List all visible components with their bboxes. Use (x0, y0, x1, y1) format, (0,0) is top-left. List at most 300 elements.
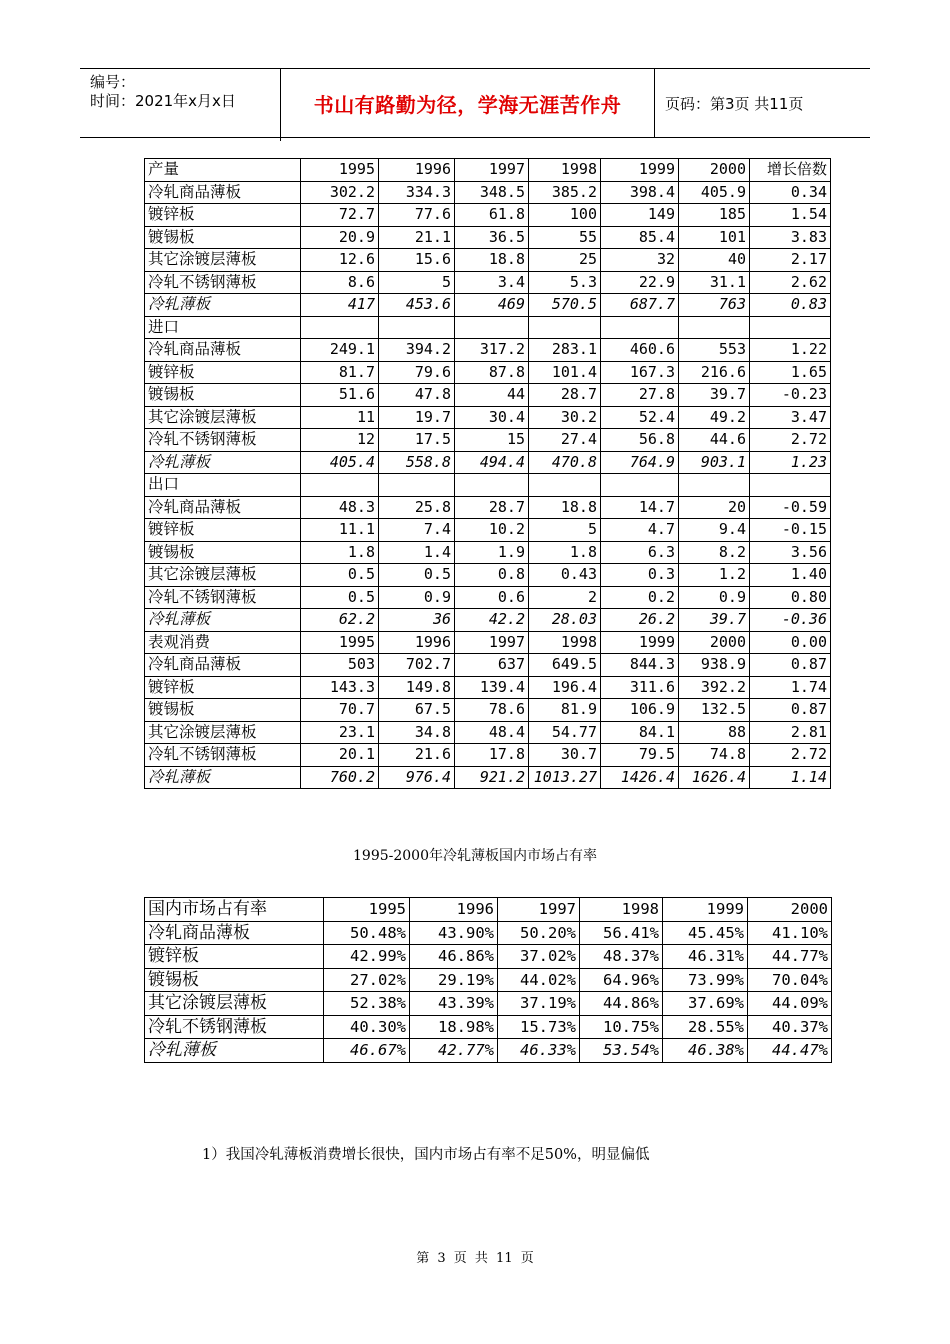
value-cell: 2.17 (750, 249, 831, 272)
value-cell: 132.5 (679, 699, 750, 722)
value-cell: 1999 (601, 159, 679, 182)
value-cell: 2000 (748, 898, 832, 922)
table-row (145, 519, 831, 542)
document-number-label: 编号： (90, 73, 136, 91)
value-cell: 2.81 (750, 721, 831, 744)
value-cell: 2.72 (750, 744, 831, 767)
body-paragraph: 1）我国冷轧薄板消费增长很快，国内市场占有率不足50%，明显偏低 (202, 1147, 650, 1163)
table-row (145, 541, 831, 564)
value-cell: 11.1 (301, 519, 379, 542)
table-row (145, 631, 831, 654)
value-cell: 1997 (455, 159, 529, 182)
value-cell: 0.83 (750, 294, 831, 317)
table-row (145, 1015, 832, 1039)
value-cell: 55 (529, 226, 601, 249)
value-cell (601, 474, 679, 497)
value-cell: 398.4 (601, 181, 679, 204)
value-cell (679, 474, 750, 497)
table-row (145, 294, 831, 317)
value-cell: 494.4 (455, 451, 529, 474)
table-row (145, 339, 831, 362)
value-cell: 28.7 (455, 496, 529, 519)
value-cell: 0.2 (601, 586, 679, 609)
value-cell: 37.02% (498, 945, 580, 969)
value-cell: 1.4 (379, 541, 455, 564)
value-cell: 46.86% (410, 945, 498, 969)
value-cell: 52.4 (601, 406, 679, 429)
value-cell: 15.73% (498, 1015, 580, 1039)
row-label-cell: 镀锌板 (145, 676, 301, 699)
value-cell: 702.7 (379, 654, 455, 677)
table-row (145, 699, 831, 722)
value-cell: 1.74 (750, 676, 831, 699)
value-cell: 46.67% (324, 1039, 410, 1063)
value-cell: -0.59 (750, 496, 831, 519)
value-cell: 394.2 (379, 339, 455, 362)
value-cell: 67.5 (379, 699, 455, 722)
value-cell: 1998 (580, 898, 663, 922)
value-cell: 2000 (679, 631, 750, 654)
value-cell: 28.55% (663, 1015, 748, 1039)
value-cell: 42.2 (455, 609, 529, 632)
value-cell: 570.5 (529, 294, 601, 317)
value-cell: 30.2 (529, 406, 601, 429)
value-cell: 28.7 (529, 384, 601, 407)
value-cell: 2000 (679, 159, 750, 182)
value-cell: 44.47% (748, 1039, 832, 1063)
value-cell: 56.41% (580, 921, 663, 945)
row-label-cell: 镀锡板 (145, 968, 324, 992)
value-cell: 0.3 (601, 564, 679, 587)
table-row (145, 226, 831, 249)
value-cell: 1996 (410, 898, 498, 922)
value-cell: 149 (601, 204, 679, 227)
value-cell: 938.9 (679, 654, 750, 677)
value-cell: 61.8 (455, 204, 529, 227)
row-label-cell: 冷轧商品薄板 (145, 654, 301, 677)
value-cell: 70.7 (301, 699, 379, 722)
value-cell: 1.65 (750, 361, 831, 384)
value-cell: 2 (529, 586, 601, 609)
value-cell: 34.8 (379, 721, 455, 744)
value-cell: 12 (301, 429, 379, 452)
value-cell: 19.7 (379, 406, 455, 429)
value-cell: 20 (679, 496, 750, 519)
value-cell: 84.1 (601, 721, 679, 744)
table-row (145, 249, 831, 272)
row-label-cell: 冷轧薄板 (145, 609, 301, 632)
value-cell: 405.9 (679, 181, 750, 204)
row-label-cell: 其它涂镀层薄板 (145, 406, 301, 429)
row-label-cell: 国内市场占有率 (145, 898, 324, 922)
value-cell: 29.19% (410, 968, 498, 992)
value-cell: 44 (455, 384, 529, 407)
row-label-cell: 镀锡板 (145, 384, 301, 407)
value-cell: 405.4 (301, 451, 379, 474)
value-cell: 79.6 (379, 361, 455, 384)
value-cell: 687.7 (601, 294, 679, 317)
value-cell: 149.8 (379, 676, 455, 699)
value-cell: 46.38% (663, 1039, 748, 1063)
value-cell (301, 316, 379, 339)
value-cell: 0.5 (301, 564, 379, 587)
market-share-table (144, 897, 832, 1063)
value-cell: 1995 (301, 631, 379, 654)
table-row (145, 496, 831, 519)
value-cell (301, 474, 379, 497)
value-cell: 15 (455, 429, 529, 452)
value-cell: 453.6 (379, 294, 455, 317)
row-label-cell: 镀锌板 (145, 519, 301, 542)
value-cell: 21.6 (379, 744, 455, 767)
value-cell: 1995 (301, 159, 379, 182)
table-row (145, 676, 831, 699)
value-cell: 1.40 (750, 564, 831, 587)
value-cell: 553 (679, 339, 750, 362)
row-label-cell: 冷轧商品薄板 (145, 181, 301, 204)
table-row (145, 406, 831, 429)
value-cell: 53.54% (580, 1039, 663, 1063)
value-cell: 1999 (601, 631, 679, 654)
document-date: 时间：2021年x月x日 (90, 92, 236, 110)
value-cell: -0.36 (750, 609, 831, 632)
value-cell: 25.8 (379, 496, 455, 519)
value-cell: 15.6 (379, 249, 455, 272)
value-cell: 106.9 (601, 699, 679, 722)
value-cell: 1997 (455, 631, 529, 654)
value-cell: 9.4 (679, 519, 750, 542)
value-cell: 2.62 (750, 271, 831, 294)
value-cell: 1.14 (750, 766, 831, 789)
value-cell: 1.22 (750, 339, 831, 362)
value-cell: 81.9 (529, 699, 601, 722)
table-row (145, 384, 831, 407)
value-cell: 216.6 (679, 361, 750, 384)
value-cell: 44.86% (580, 992, 663, 1016)
value-cell: 21.1 (379, 226, 455, 249)
row-label-cell: 冷轧不锈钢薄板 (145, 744, 301, 767)
value-cell: 649.5 (529, 654, 601, 677)
value-cell: 417 (301, 294, 379, 317)
value-cell: 1995 (324, 898, 410, 922)
table-row (145, 159, 831, 182)
value-cell: 50.48% (324, 921, 410, 945)
row-label-cell: 镀锌板 (145, 945, 324, 969)
row-label-cell: 表观消费 (145, 631, 301, 654)
value-cell: 101.4 (529, 361, 601, 384)
value-cell: 27.4 (529, 429, 601, 452)
value-cell: 1626.4 (679, 766, 750, 789)
value-cell: 12.6 (301, 249, 379, 272)
value-cell: 0.6 (455, 586, 529, 609)
row-label-cell: 冷轧薄板 (145, 766, 301, 789)
value-cell: 760.2 (301, 766, 379, 789)
table-row (145, 654, 831, 677)
row-label-cell: 冷轧薄板 (145, 294, 301, 317)
value-cell: 79.5 (601, 744, 679, 767)
value-cell: 143.3 (301, 676, 379, 699)
value-cell: 81.7 (301, 361, 379, 384)
value-cell: 460.6 (601, 339, 679, 362)
value-cell: 45.45% (663, 921, 748, 945)
value-cell: 1.54 (750, 204, 831, 227)
value-cell: 558.8 (379, 451, 455, 474)
value-cell: 392.2 (679, 676, 750, 699)
value-cell: 101 (679, 226, 750, 249)
value-cell: 0.00 (750, 631, 831, 654)
value-cell: 37.69% (663, 992, 748, 1016)
value-cell: 48.3 (301, 496, 379, 519)
value-cell: -0.23 (750, 384, 831, 407)
value-cell: 27.8 (601, 384, 679, 407)
table-row (145, 968, 832, 992)
value-cell: 167.3 (601, 361, 679, 384)
value-cell: 1.8 (301, 541, 379, 564)
value-cell: 1.8 (529, 541, 601, 564)
table-row (145, 316, 831, 339)
value-cell: 1.9 (455, 541, 529, 564)
value-cell: 3.83 (750, 226, 831, 249)
value-cell: 1999 (663, 898, 748, 922)
value-cell: 348.5 (455, 181, 529, 204)
value-cell: 385.2 (529, 181, 601, 204)
value-cell: 503 (301, 654, 379, 677)
value-cell: 30.4 (455, 406, 529, 429)
value-cell: 74.8 (679, 744, 750, 767)
value-cell: 10.75% (580, 1015, 663, 1039)
value-cell: 46.31% (663, 945, 748, 969)
value-cell: 10.2 (455, 519, 529, 542)
value-cell: 32 (601, 249, 679, 272)
value-cell: 41.10% (748, 921, 832, 945)
value-cell: 87.8 (455, 361, 529, 384)
value-cell: 44.77% (748, 945, 832, 969)
value-cell: 196.4 (529, 676, 601, 699)
row-label-cell: 冷轧商品薄板 (145, 496, 301, 519)
value-cell: 42.77% (410, 1039, 498, 1063)
value-cell: 23.1 (301, 721, 379, 744)
value-cell: 311.6 (601, 676, 679, 699)
value-cell (750, 316, 831, 339)
value-cell: 0.5 (379, 564, 455, 587)
value-cell: 46.33% (498, 1039, 580, 1063)
value-cell: 48.37% (580, 945, 663, 969)
value-cell: 40 (679, 249, 750, 272)
table-row (145, 945, 832, 969)
row-label-cell: 冷轧不锈钢薄板 (145, 271, 301, 294)
table-row (145, 451, 831, 474)
value-cell: 36.5 (455, 226, 529, 249)
row-label-cell: 镀锡板 (145, 226, 301, 249)
value-cell: 0.5 (301, 586, 379, 609)
value-cell: 20.1 (301, 744, 379, 767)
value-cell (379, 316, 455, 339)
value-cell: 20.9 (301, 226, 379, 249)
value-cell: 18.8 (455, 249, 529, 272)
row-label-cell: 冷轧不锈钢薄板 (145, 586, 301, 609)
value-cell: 42.99% (324, 945, 410, 969)
value-cell: 3.56 (750, 541, 831, 564)
header-page-info: 页码：第3页 共11页 (665, 94, 804, 113)
value-cell: 11 (301, 406, 379, 429)
value-cell: 增长倍数 (750, 159, 831, 182)
value-cell: 0.9 (379, 586, 455, 609)
value-cell (601, 316, 679, 339)
value-cell: 844.3 (601, 654, 679, 677)
table-row (145, 586, 831, 609)
value-cell: 77.6 (379, 204, 455, 227)
value-cell: 921.2 (455, 766, 529, 789)
value-cell: 0.34 (750, 181, 831, 204)
value-cell (455, 316, 529, 339)
value-cell: 43.90% (410, 921, 498, 945)
value-cell: 18.8 (529, 496, 601, 519)
value-cell: 1426.4 (601, 766, 679, 789)
value-cell (455, 474, 529, 497)
value-cell: 54.77 (529, 721, 601, 744)
value-cell: 1.23 (750, 451, 831, 474)
value-cell: 8.6 (301, 271, 379, 294)
row-label-cell: 镀锌板 (145, 361, 301, 384)
value-cell: 18.98% (410, 1015, 498, 1039)
value-cell: 6.3 (601, 541, 679, 564)
value-cell: 0.87 (750, 654, 831, 677)
value-cell: 62.2 (301, 609, 379, 632)
table-row (145, 1039, 832, 1063)
table-row (145, 992, 832, 1016)
value-cell: -0.15 (750, 519, 831, 542)
table-row (145, 921, 832, 945)
value-cell: 139.4 (455, 676, 529, 699)
row-label-cell: 镀锡板 (145, 699, 301, 722)
value-cell: 37.19% (498, 992, 580, 1016)
steel-production-table (144, 158, 831, 789)
value-cell: 637 (455, 654, 529, 677)
value-cell: 78.6 (455, 699, 529, 722)
value-cell: 52.38% (324, 992, 410, 1016)
header-meta (80, 69, 281, 141)
table-row (145, 564, 831, 587)
value-cell: 44.6 (679, 429, 750, 452)
value-cell: 3.47 (750, 406, 831, 429)
value-cell: 25 (529, 249, 601, 272)
table-row (145, 474, 831, 497)
value-cell: 40.37% (748, 1015, 832, 1039)
row-label-cell: 冷轧薄板 (145, 1039, 324, 1063)
table-row (145, 609, 831, 632)
value-cell: 334.3 (379, 181, 455, 204)
value-cell: 185 (679, 204, 750, 227)
value-cell: 85.4 (601, 226, 679, 249)
value-cell: 49.2 (679, 406, 750, 429)
value-cell: 48.4 (455, 721, 529, 744)
value-cell: 0.8 (455, 564, 529, 587)
value-cell: 0.9 (679, 586, 750, 609)
value-cell: 44.09% (748, 992, 832, 1016)
value-cell (379, 474, 455, 497)
value-cell: 39.7 (679, 609, 750, 632)
value-cell (750, 474, 831, 497)
value-cell: 43.39% (410, 992, 498, 1016)
value-cell: 5 (379, 271, 455, 294)
value-cell: 73.99% (663, 968, 748, 992)
row-label-cell: 出口 (145, 474, 301, 497)
value-cell: 0.87 (750, 699, 831, 722)
value-cell: 903.1 (679, 451, 750, 474)
value-cell: 17.5 (379, 429, 455, 452)
value-cell: 0.80 (750, 586, 831, 609)
value-cell: 1013.27 (529, 766, 601, 789)
table-row (145, 744, 831, 767)
value-cell: 26.2 (601, 609, 679, 632)
table-caption: 1995-2000年冷轧薄板国内市场占有率 (353, 848, 597, 864)
value-cell: 1996 (379, 631, 455, 654)
page-header (80, 68, 870, 138)
table-row (145, 898, 832, 922)
value-cell: 302.2 (301, 181, 379, 204)
value-cell: 1996 (379, 159, 455, 182)
table-row (145, 181, 831, 204)
value-cell (529, 316, 601, 339)
value-cell: 764.9 (601, 451, 679, 474)
table-row (145, 766, 831, 789)
value-cell: 22.9 (601, 271, 679, 294)
value-cell: 30.7 (529, 744, 601, 767)
row-label-cell: 冷轧不锈钢薄板 (145, 429, 301, 452)
value-cell: 7.4 (379, 519, 455, 542)
value-cell: 47.8 (379, 384, 455, 407)
value-cell: 14.7 (601, 496, 679, 519)
row-label-cell: 镀锡板 (145, 541, 301, 564)
table-row (145, 721, 831, 744)
table-row (145, 271, 831, 294)
value-cell: 976.4 (379, 766, 455, 789)
row-label-cell: 进口 (145, 316, 301, 339)
value-cell: 1.2 (679, 564, 750, 587)
row-label-cell: 冷轧商品薄板 (145, 339, 301, 362)
value-cell: 28.03 (529, 609, 601, 632)
value-cell: 88 (679, 721, 750, 744)
value-cell: 64.96% (580, 968, 663, 992)
row-label-cell: 其它涂镀层薄板 (145, 249, 301, 272)
row-label-cell: 产量 (145, 159, 301, 182)
value-cell: 39.7 (679, 384, 750, 407)
value-cell: 0.43 (529, 564, 601, 587)
value-cell: 56.8 (601, 429, 679, 452)
row-label-cell: 冷轧薄板 (145, 451, 301, 474)
table-row (145, 429, 831, 452)
row-label-cell: 其它涂镀层薄板 (145, 564, 301, 587)
value-cell: 27.02% (324, 968, 410, 992)
value-cell (679, 316, 750, 339)
row-label-cell: 冷轧不锈钢薄板 (145, 1015, 324, 1039)
value-cell: 469 (455, 294, 529, 317)
value-cell: 1998 (529, 159, 601, 182)
value-cell: 70.04% (748, 968, 832, 992)
value-cell: 5.3 (529, 271, 601, 294)
value-cell: 72.7 (301, 204, 379, 227)
value-cell: 1997 (498, 898, 580, 922)
row-label-cell: 其它涂镀层薄板 (145, 992, 324, 1016)
value-cell: 100 (529, 204, 601, 227)
page-footer: 第 3 页 共 11 页 (416, 1251, 534, 1266)
value-cell: 317.2 (455, 339, 529, 362)
value-cell: 8.2 (679, 541, 750, 564)
header-motto: 书山有路勤为径，学海无涯苦作舟 (281, 69, 655, 137)
value-cell: 1998 (529, 631, 601, 654)
value-cell (529, 474, 601, 497)
value-cell: 5 (529, 519, 601, 542)
